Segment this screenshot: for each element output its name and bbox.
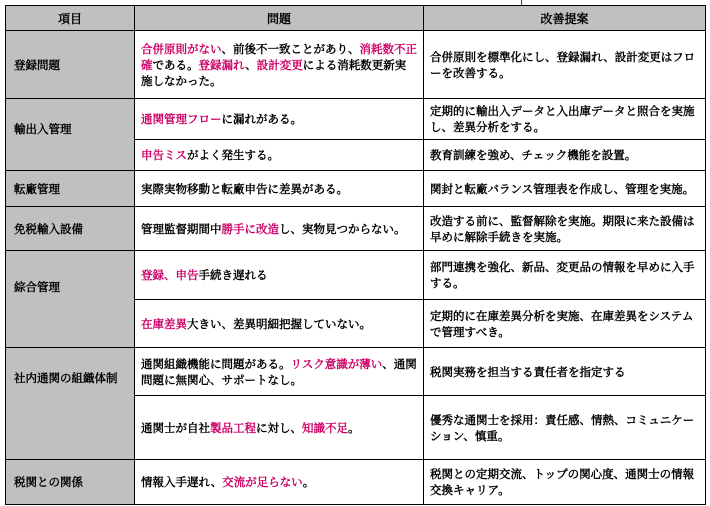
category-cell: 転廠管理 <box>6 171 135 207</box>
category-cell: 社内通関の組織体制 <box>6 348 135 460</box>
problem-text: 情報入手遅れ、 <box>141 475 223 489</box>
problem-cell <box>135 300 424 348</box>
highlighted-text: 知識不足 <box>302 420 348 435</box>
problem-text: 管理監督期間中 <box>141 221 222 236</box>
category-cell: 免税輸入設備 <box>6 207 135 251</box>
category-cell: 税関との関係 <box>6 460 135 505</box>
problem-cell <box>135 348 424 396</box>
highlighted-text: 申告ミス <box>141 148 187 162</box>
problem-text: 通関組織機能に問題がある。 <box>141 356 291 371</box>
problem-text: 、前後不一致ことがあり、 <box>221 41 360 56</box>
header-problem: 問題 <box>135 6 424 31</box>
problem-text: 大きい、差異明細把握していない。 <box>187 316 371 331</box>
table-row <box>6 31 706 99</box>
improvement-cell: 教育訓練を強め、チェック機能を設置。 <box>424 140 706 171</box>
table-row <box>6 207 706 251</box>
problem-text: 通関士が自社 <box>141 420 210 435</box>
highlighted-text: 通関管理フロー <box>141 112 222 126</box>
highlighted-text: 登録漏れ <box>198 57 246 72</box>
problem-text: し、実物見つからない。 <box>279 221 406 236</box>
highlighted-text: 登録、申告 <box>141 268 199 282</box>
improvement-cell: 合併原則を標準化にし、登録漏れ、設計変更はフローを改善する。 <box>424 31 706 99</box>
header-improvement: 改善提案 <box>424 6 706 31</box>
problem-text: 手続き遅れる <box>198 268 268 282</box>
improvement-table <box>5 5 706 505</box>
problem-cell <box>135 140 424 171</box>
highlighted-text: 交流が足らない <box>222 475 303 489</box>
problem-cell <box>135 207 424 251</box>
problem-cell <box>135 460 424 505</box>
improvement-cell: 改造する前に、監督解除を実施。期限に来た設備は早めに解除手続きを実施。 <box>424 207 706 251</box>
problem-cell <box>135 396 424 460</box>
problem-cell <box>135 251 424 300</box>
table-row <box>6 348 706 396</box>
table-row <box>6 99 706 140</box>
highlighted-text: 製品工程 <box>210 420 256 435</box>
improvement-cell: 優秀な通関士を採用：責任感、情熱、コミュニケーション、慎重。 <box>424 396 706 460</box>
highlighted-text: リスク意識が薄い <box>290 356 383 371</box>
problem-cell <box>135 171 424 207</box>
problem-text: 。 <box>302 475 315 489</box>
problem-text: 実際実物移動と転廠申告に差異がある。 <box>141 181 348 196</box>
problem-text: 。 <box>348 420 360 435</box>
highlighted-text: 合併原則がない <box>141 41 222 56</box>
improvement-cell: 定期的に輸出入データと入出庫データと照合を実施し、差異分析をする。 <box>424 99 706 140</box>
problem-text: がよく発生する。 <box>187 148 279 162</box>
category-cell: 登録問題 <box>6 31 135 99</box>
problem-cell <box>135 99 424 140</box>
highlighted-text: 設計変更 <box>256 57 303 72</box>
category-cell: 綜合管理 <box>6 251 135 348</box>
problem-text: 、通関問題に無関心、サポートなし。 <box>141 356 417 387</box>
highlighted-text: 勝手に改造 <box>221 221 279 236</box>
improvement-cell: 部門連携を強化、新品、変更品の情報を早めに入手する。 <box>424 251 706 300</box>
problem-text: である。 <box>152 57 199 72</box>
problem-text: に漏れがある。 <box>221 112 302 126</box>
improvement-cell: 税関との定期交流、トップの関心度、通関士の情報交換キャリア。 <box>424 460 706 505</box>
improvement-cell: 税関実務を担当する責任者を指定する <box>424 348 706 396</box>
improvement-cell: 関封と転廠バランス管理表を作成し、管理を実施。 <box>424 171 706 207</box>
table-row <box>6 171 706 207</box>
improvement-cell: 定期的に在庫差異分析を実施、在庫差異をシステムで管理すべき。 <box>424 300 706 348</box>
table-row <box>6 251 706 300</box>
header-row <box>6 6 706 31</box>
category-cell: 輸出入管理 <box>6 99 135 171</box>
table-row <box>6 460 706 505</box>
problem-cell <box>135 31 424 99</box>
problem-text: 、 <box>245 57 257 72</box>
header-item: 項目 <box>6 6 135 31</box>
highlighted-text: 在庫差異 <box>141 316 187 331</box>
problem-text: による消耗数更新実施しなかった。 <box>141 57 407 88</box>
highlighted-text: 消耗数不正確 <box>141 41 417 72</box>
problem-text: に対し、 <box>256 420 302 435</box>
